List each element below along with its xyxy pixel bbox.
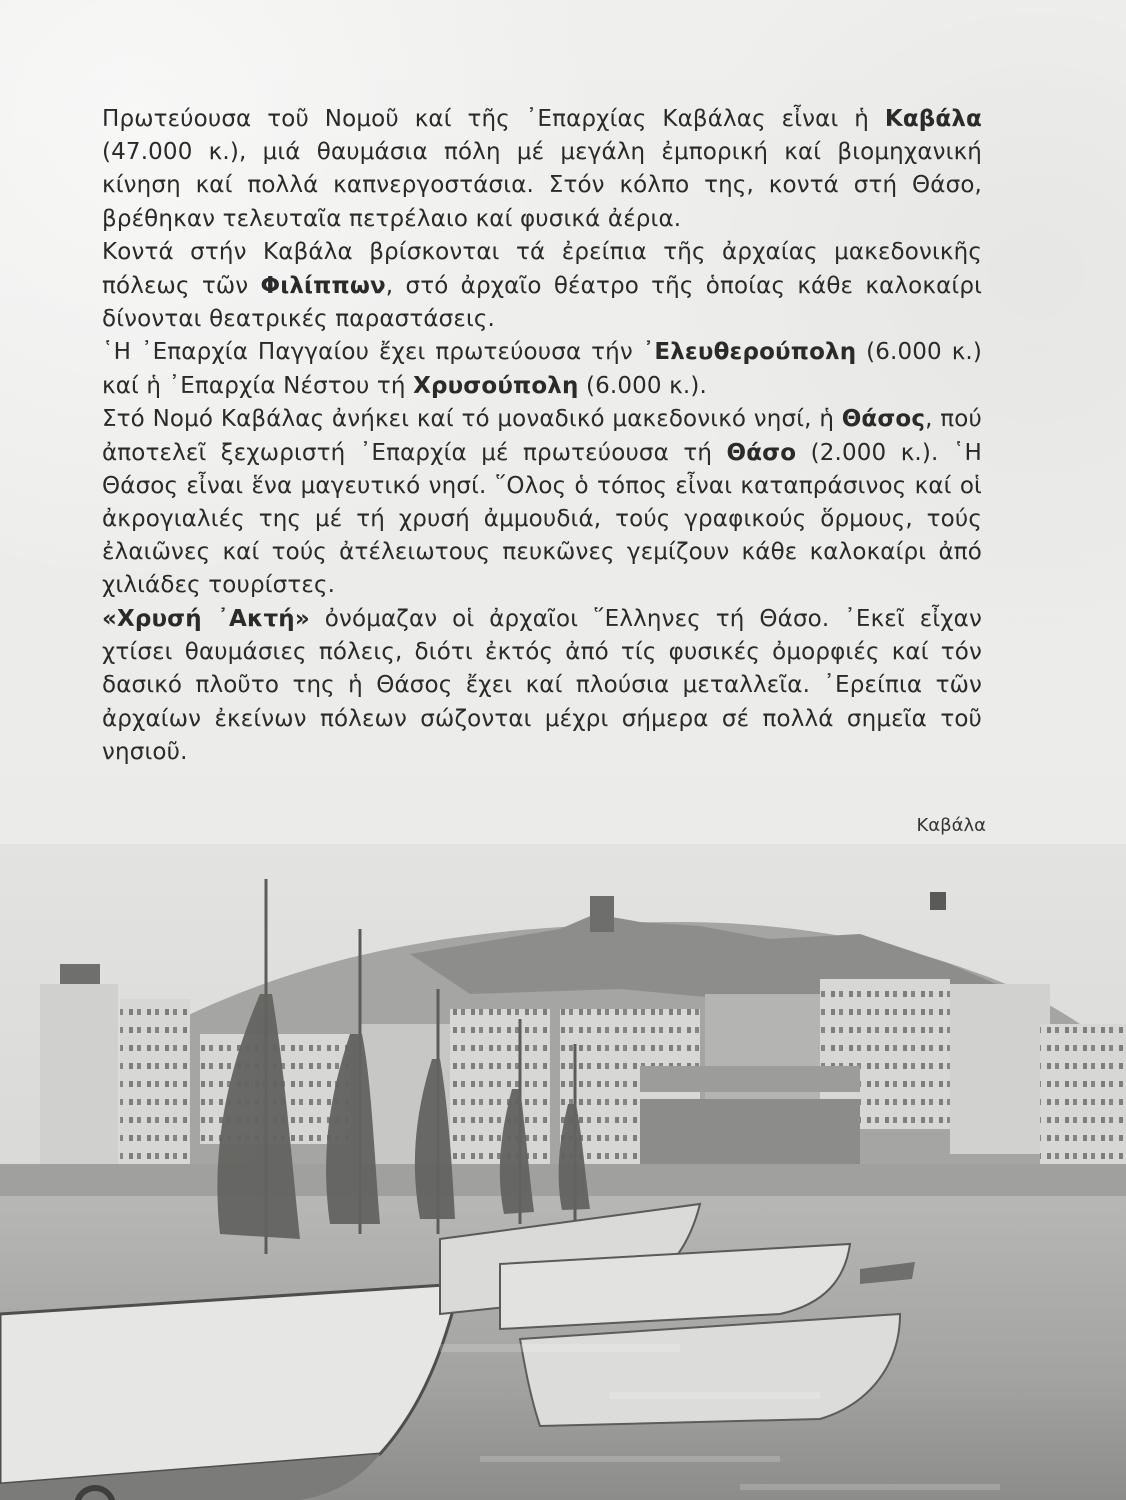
bold-place-name: Θάσο xyxy=(726,439,797,466)
fortress-tower-icon xyxy=(590,896,614,932)
text-span: ὀνόμαζαν οἱ ἀρχαῖοι ῞Ελληνες τή Θάσο. ᾿Εκεῖ εἶχαν χτίσει θαυμάσιες πόλεις, διότι ἐκτός ἀπό τίς φυσικές ὀμορφιές καί τόν δασικό πλοῦτο της ἡ Θάσος ἔχει καί πλούσια μεταλλεῖα. ᾿Ερείπια τῶν ἀρχαίων ἐκείνων πόλεων σώζονται μέχρι σήμερα σέ πολλά σημεῖα τοῦ νησιοῦ. xyxy=(102,606,982,765)
flag-icon xyxy=(930,892,946,910)
text-span: (6.000 κ.) καί ἡ ᾿Επαρχία Νέστου τή xyxy=(102,339,982,399)
text-span: ῾Η ᾿Επαρχία Παγγαίου ἔχει πρωτεύουσα τήν xyxy=(102,339,643,366)
paragraph-kavala xyxy=(102,103,982,236)
harbor-illustration xyxy=(0,844,1126,1500)
text-span: Κοντά στήν Καβάλα βρίσκονται τά ἐρείπια τῆς ἀρχαίας μακεδονικῆς πόλεως τῶν xyxy=(102,239,982,299)
bold-place-name: Φιλίππων xyxy=(260,272,386,299)
bold-place-name: Θάσος xyxy=(841,406,926,433)
kavala-harbor-photo xyxy=(0,844,1126,1500)
photo-caption: Καβάλα xyxy=(916,815,986,836)
text-span: , στό ἀρχαῖο θέατρο τῆς ὁποίας κάθε καλοκαίρι δίνονται θεατρικές παραστάσεις. xyxy=(102,272,983,332)
bold-place-name: ᾿Ελευθερούπολη xyxy=(642,339,857,366)
paragraph-golden-coast xyxy=(102,603,982,769)
paragraph-provinces xyxy=(102,336,982,402)
text-span: (6.000 κ.). xyxy=(578,372,707,399)
body-text xyxy=(102,103,982,770)
text-span: , πού ἀποτελεῖ ξεχωριστή ᾿Επαρχία μέ πρωτεύουσα τή xyxy=(102,406,982,466)
paragraph-philippi xyxy=(102,236,982,336)
bold-place-name: «Χρυσή ᾿Ακτή» xyxy=(102,606,310,633)
text-span: (47.000 κ.), μιά θαυμάσια πόλη μέ μεγάλη ἐμπορική καί βιομηχανική κίνηση καί πολλά καπνεργοστάσια. Στόν κόλπο της, κοντά στή Θάσο, βρέθηκαν τελευταῖα πετρέλαιο καί φυσικά ἀέρια. xyxy=(102,139,982,232)
text-span: Πρωτεύουσα τοῦ Νομοῦ καί τῆς ᾿Επαρχίας Καβάλας εἶναι ἡ xyxy=(102,106,885,132)
text-span: (2.000 κ.). ῾Η Θάσος εἶναι ἕνα μαγευτικό νησί. ῞Ολος ὁ τόπος εἶναι καταπράσινος καί οἱ ἀκρογιαλιές της μέ τή χρυσή ἀμμουδιά, τούς γραφικούς ὅρμους, τούς ἐλαιῶνες καί τούς ἀτέλειωτους πευκῶνες γεμίζουν κάθε καλοκαίρι ἀπό χιλιάδες τουρίστες. xyxy=(102,439,982,599)
bold-place-name: Καβάλα xyxy=(884,106,982,132)
paragraph-thasos xyxy=(102,403,982,602)
text-span: Στό Νομό Καβάλας ἀνήκει καί τό μοναδικό μακεδονικό νησί, ἡ xyxy=(102,406,842,433)
bold-place-name: Χρυσούπολη xyxy=(413,372,579,399)
